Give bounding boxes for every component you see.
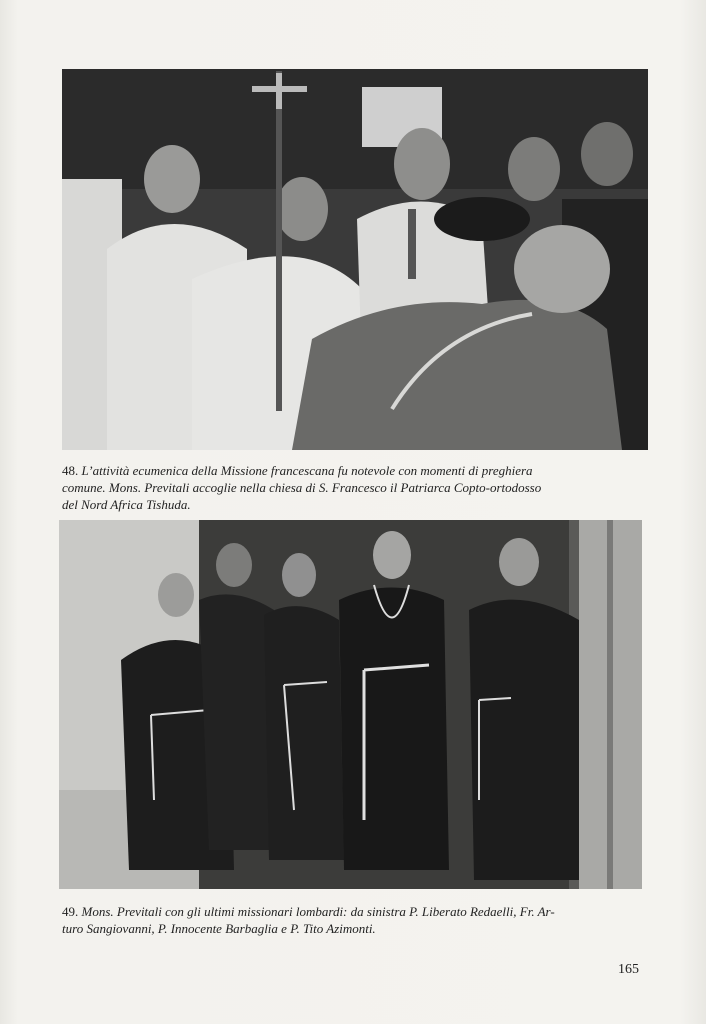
photo-ecumenical-meeting-image <box>62 69 648 450</box>
page-number: 165 <box>618 962 639 977</box>
caption-figure-49 <box>62 903 660 937</box>
caption-text-line: turo Sangiovanni, P. Innocente Barbaglia e P. Tito Azimonti. <box>62 921 376 936</box>
photo-lombard-missionaries-image <box>59 520 642 889</box>
caption-text-line: Mons. Previtali con gli ultimi missionari lombardi: da sinistra P. Liberato Redaelli, Fr. Ar- <box>81 904 555 919</box>
caption-text-line: comune. Mons. Previtali accoglie nella chiesa di S. Francesco il Patriarca Copto-ortodosso <box>62 480 542 495</box>
caption-figure-48 <box>62 462 642 513</box>
caption-text-line: del Nord Africa Tishuda. <box>62 497 191 512</box>
figure-number: 48. <box>62 463 79 478</box>
figure-number: 49. <box>62 904 79 919</box>
photo-lombard-missionaries <box>59 520 642 889</box>
caption-text-line: L’attività ecumenica della Missione francescana fu notevole con momenti di preghiera <box>81 463 533 478</box>
photo-ecumenical-meeting <box>62 69 648 450</box>
